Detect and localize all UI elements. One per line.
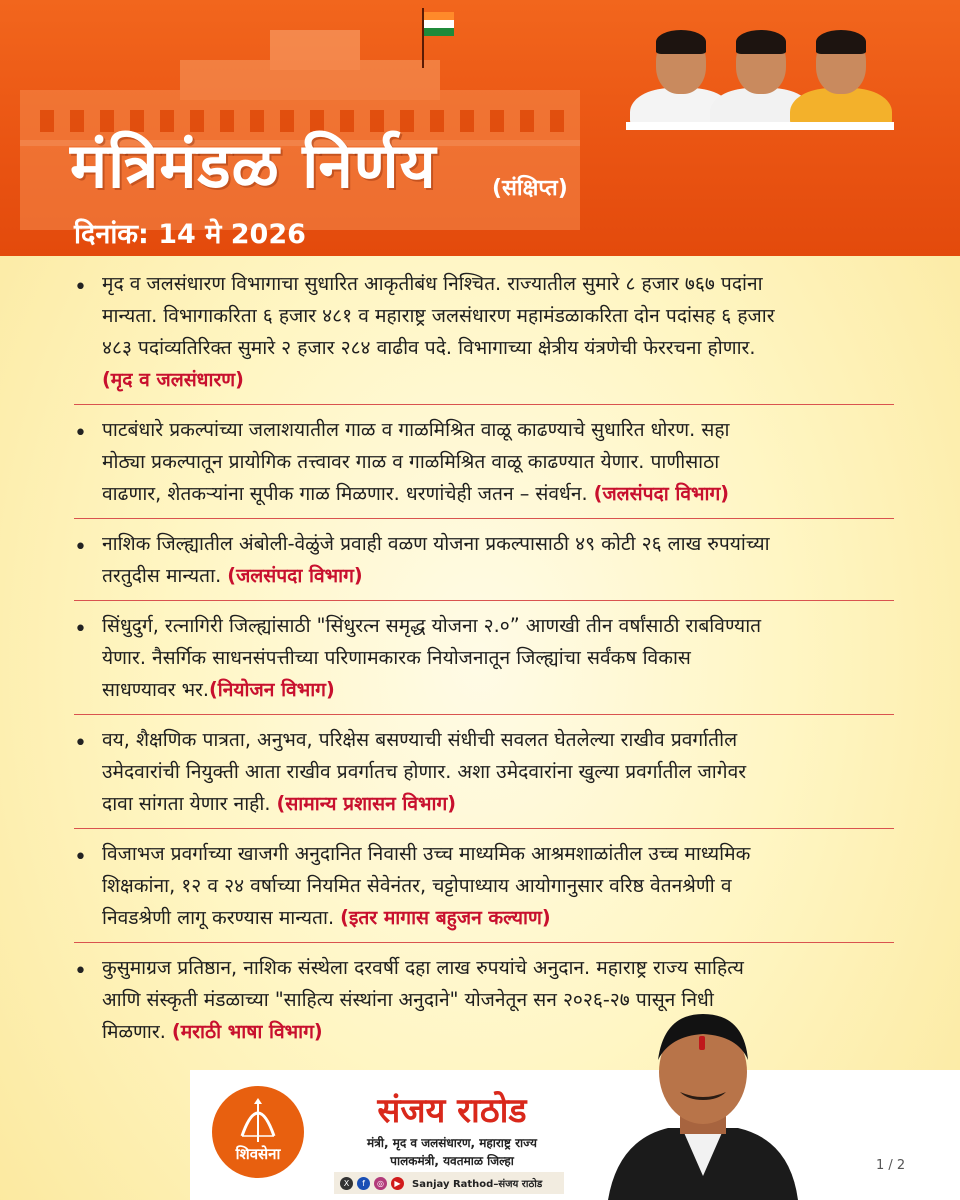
decision-list <box>68 268 898 1048</box>
leader-photo-base <box>626 122 894 130</box>
decision-text-tail: निवडश्रेणी लागू करण्यास मान्यता. <box>102 906 341 929</box>
decision-last-line <box>102 560 898 592</box>
decision-text-line: ४८३ पदांव्यतिरिक्त सुमारे २ हजार २८४ वाढीव पदे. विभागाच्या क्षेत्रीय यंत्रणेची फेररचना होणार. <box>102 336 756 359</box>
minister-portrait <box>598 1000 808 1200</box>
decision-text-line: विजाभज प्रवर्गाच्या खाजगी अनुदानित निवासी उच्च माध्यमिक आश्रमशाळांतील उच्च माध्यमिक <box>102 842 751 865</box>
decision-text-line: आणि संस्कृती मंडळाच्या "साहित्य संस्थांना अनुदाने" योजनेतून सन २०२६-२७ पासून निधी <box>102 988 714 1011</box>
department-tag: (सामान्य प्रशासन विभाग) <box>276 792 457 815</box>
bullet-icon: • <box>74 731 87 756</box>
department-tag: (जलसंपदा विभाग) <box>593 482 730 505</box>
decision-item <box>68 414 898 510</box>
item-separator <box>74 714 894 715</box>
decision-last-line <box>102 364 898 396</box>
decision-text-tail: तरतुदीस मान्यता. <box>102 564 228 587</box>
decision-text-tail: वाढणार, शेतकऱ्यांना सूपीक गाळ मिळणार. धरणांचेही जतन – संवर्धन. <box>102 482 594 505</box>
item-separator <box>74 942 894 943</box>
decision-last-line <box>102 902 898 934</box>
instagram-icon[interactable]: ◎ <box>374 1177 387 1190</box>
youtube-icon[interactable]: ▶ <box>391 1177 404 1190</box>
decision-text-line: पाटबंधारे प्रकल्पांच्या जलाशयातील गाळ व गाळमिश्रित वाळू काढण्याचे सुधारित धोरण. सहा <box>102 418 730 441</box>
party-label: शिवसेना <box>235 1145 281 1163</box>
item-separator <box>74 600 894 601</box>
bullet-icon: • <box>74 617 87 642</box>
item-separator <box>74 404 894 405</box>
decision-text-line: मोठ्या प्रकल्पातून प्रायोगिक तत्त्वावर गाळ व गाळमिश्रित वाळू काढण्यात येणार. पाणीसाठा <box>102 450 720 473</box>
decision-text-tail: दावा सांगता येणार नाही. <box>102 792 277 815</box>
department-tag: (मृद व जलसंधारण) <box>102 368 244 391</box>
decision-text-line: येणार. नैसर्गिक साधनसंपत्तीच्या परिणामकारक नियोजनातून जिल्ह्यांचा सर्वंकष विकास <box>102 646 691 669</box>
leader-photo-3 <box>790 22 892 128</box>
social-bar <box>334 1172 564 1194</box>
decision-item <box>68 610 898 706</box>
bullet-icon: • <box>74 845 87 870</box>
item-separator <box>74 518 894 519</box>
bullet-icon: • <box>74 421 87 446</box>
minister-role: मंत्री, मृद व जलसंधारण, महाराष्ट्र राज्य <box>367 1136 537 1150</box>
facebook-icon[interactable]: f <box>357 1177 370 1190</box>
flag-icon <box>418 8 458 68</box>
bullet-icon: • <box>74 275 87 300</box>
decision-item <box>68 268 898 396</box>
decision-item <box>68 838 898 934</box>
decision-item <box>68 724 898 820</box>
decision-text-tail: साधण्यावर भर. <box>102 678 210 701</box>
decision-text-line: कुसुमाग्रज प्रतिष्ठान, नाशिक संस्थेला दरवर्षी दहा लाख रुपयांचे अनुदान. महाराष्ट्र राज्य साहित्य <box>102 956 744 979</box>
decision-text-line: नाशिक जिल्ह्यातील अंबोली-वेळुंजे प्रवाही वळण योजना प्रकल्पासाठी ४९ कोटी २६ लाख रुपयांच्या <box>102 532 770 555</box>
bow-arrow-icon <box>234 1096 282 1144</box>
social-handle: Sanjay Rathod–संजय राठोड <box>412 1179 543 1190</box>
decision-text-line: सिंधुदुर्ग, रत्नागिरी जिल्ह्यांसाठी "सिंधुरत्न समृद्ध योजना २.०” आणखी तीन वर्षांसाठी राबविण्यात <box>102 614 762 637</box>
minister-role-district: पालकमंत्री, यवतमाळ जिल्हा <box>390 1154 514 1168</box>
page-subtitle: (संक्षिप्त) <box>492 176 568 201</box>
decision-text-tail: मिळणार. <box>102 1020 172 1043</box>
decision-text-line: उमेदवारांची नियुक्ती आता राखीव प्रवर्गातच होणार. अशा उमेदवारांना खुल्या प्रवर्गातील जागेवर <box>102 760 747 783</box>
item-separator <box>74 828 894 829</box>
page-title: मंत्रिमंडळ निर्णय <box>70 129 437 202</box>
minister-name: संजय राठोड <box>377 1091 527 1131</box>
bullet-icon: • <box>74 959 87 984</box>
page-indicator: 1 / 2 <box>876 1158 906 1173</box>
shivsena-logo <box>212 1086 304 1178</box>
decision-item <box>68 528 898 592</box>
bullet-icon: • <box>74 535 87 560</box>
decision-last-line <box>102 478 898 510</box>
decision-text-line: शिक्षकांना, १२ व २४ वर्षाच्या नियमित सेवेनंतर, चट्टोपाध्याय आयोगानुसार वरिष्ठ वेतनश्रेणी व <box>102 874 732 897</box>
decision-last-line <box>102 674 898 706</box>
decision-text-line: मृद व जलसंधारण विभागाचा सुधारित आकृतीबंध निश्चित. राज्यातील सुमारे ८ हजार ७६७ पदांना <box>102 272 763 295</box>
department-tag: (नियोजन विभाग) <box>209 678 335 701</box>
department-tag: (जलसंपदा विभाग) <box>227 564 363 587</box>
decision-text-line: मान्यता. विभागाकरिता ६ हजार ४८१ व महाराष्ट्र जलसंधारण महामंडळाकरिता दोन पदांसह ६ हजार <box>102 304 775 327</box>
decision-text-line: वय, शैक्षणिक पात्रता, अनुभव, परिक्षेस बसण्याची संधीची सवलत घेतलेल्या राखीव प्रवर्गातील <box>102 728 738 751</box>
department-tag: (मराठी भाषा विभाग) <box>171 1020 323 1043</box>
department-tag: (इतर मागास बहुजन कल्याण) <box>340 906 551 929</box>
header-banner <box>0 0 960 256</box>
page-date: दिनांक: 14 मे 2026 <box>74 219 306 250</box>
x-icon[interactable]: X <box>340 1177 353 1190</box>
decision-last-line <box>102 788 898 820</box>
